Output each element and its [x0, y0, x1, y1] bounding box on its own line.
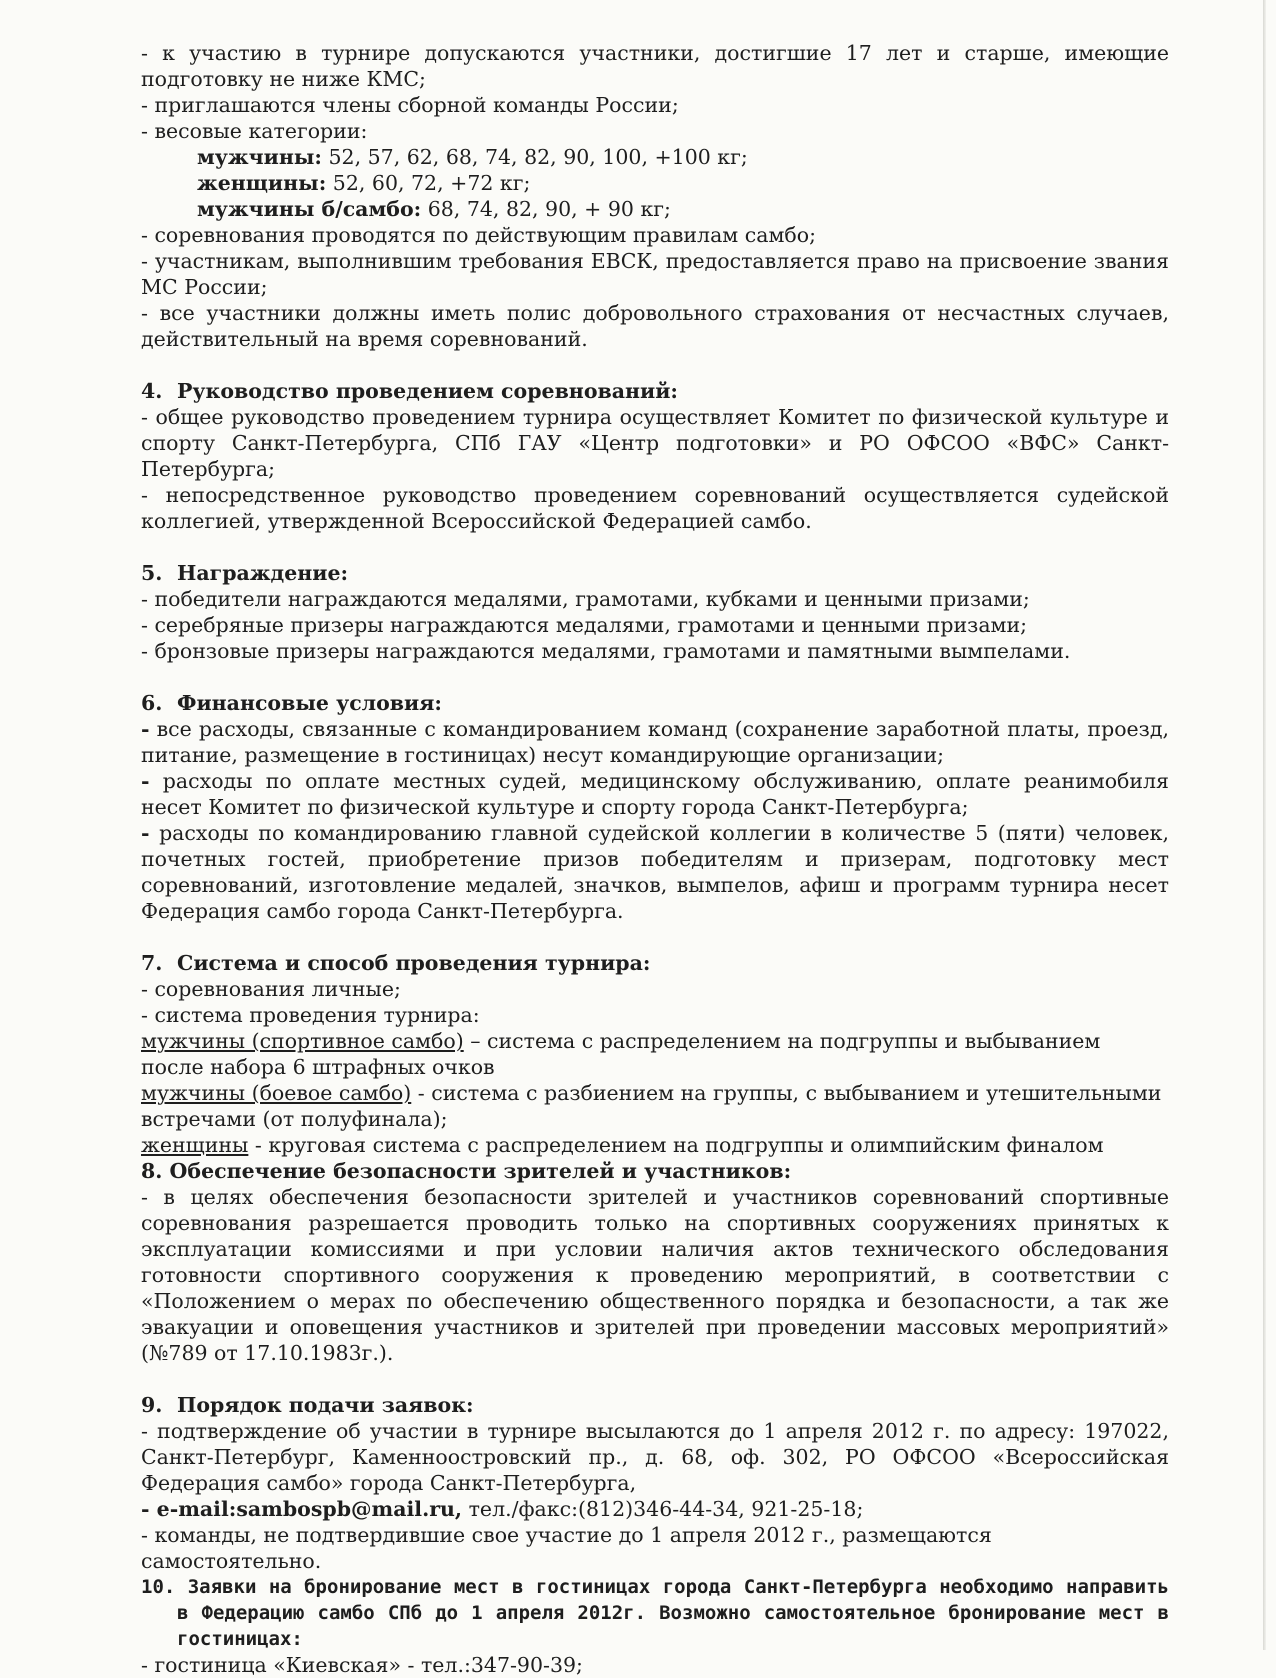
section-title: Система и способ проведения турнира: [177, 951, 651, 975]
section-number: 4. [141, 379, 163, 403]
section-6-paragraph [141, 820, 1169, 924]
system-text: - система с разбиением на группы, с выбыванием и утешительными встречами (от полуфинала); [141, 1081, 1162, 1131]
section-5-heading [141, 560, 1169, 586]
paragraph-text: расходы по командированию главной судейской коллегии в количестве 5 (пяти) человек, почетных гостей, приобретение призов победителям и призерам, подготовку мест соревнований, изготовление медалей, значков, вымпелов, афиш и программ турнира несет Федерация самбо города Санкт-Петербурга. [141, 821, 1169, 923]
intro-line: - к участию в турнире допускаются участники, достигшие 17 лет и старше, имеющие подготовку не ниже КМС; [141, 41, 1169, 91]
system-label: мужчины (боевое самбо) [141, 1081, 412, 1105]
hotel-line: - гостиница «Киевская» - тел.:347-90-39; [141, 1653, 583, 1677]
phone-numbers: тел./факс:(812)346-44-34, 921-25-18; [462, 1497, 864, 1521]
intro-line: - соревнования проводятся по действующим правилам самбо; [141, 223, 816, 247]
section-title: Финансовые условия: [177, 691, 442, 715]
section-4-paragraph: - непосредственное руководство проведением соревнований осуществляется судейской коллегией, утвержденной Всероссийской Федерацией самбо. [141, 483, 1169, 533]
intro-line: - все участники должны иметь полис добровольного страхования от несчастных случаев, действительный на время соревнований. [141, 301, 1169, 351]
section-title: Руководство проведением соревнований: [177, 379, 678, 403]
paragraph-text: все расходы, связанные с командированием команд (сохранение заработной платы, проезд, питание, размещение в гостиницах) несут командирующие организации; [141, 717, 1169, 767]
weight-women-label: женщины: [197, 171, 327, 195]
section-number: 6. [141, 691, 163, 715]
weight-combat [141, 196, 1169, 222]
section-8-heading: 8. Обеспечение безопасности зрителей и участников: [141, 1159, 792, 1183]
bullet-dash: - [141, 717, 150, 741]
system-label: мужчины (спортивное самбо) [141, 1029, 464, 1053]
system-women [141, 1132, 1169, 1158]
email-address: - e-mail:sambospb@mail.ru, [141, 1497, 463, 1521]
system-text: – система с распределением на подгруппы и выбыванием после набора 6 штрафных очков [141, 1029, 1101, 1079]
intro-line: - участникам, выполнившим требования ЕВСК, предоставляется право на присвоение звания МС России; [141, 249, 1169, 299]
system-men-combat [141, 1080, 1169, 1132]
section-number: 5. [141, 561, 163, 585]
section-10-text: 10. Заявки на бронирование мест в гостиницах города Санкт-Петербурга необходимо направить в Федерацию самбо СПб до 1 апреля 2012г. Возможно самостоятельное бронирование мест в гостиницах: [141, 1576, 1169, 1650]
section-5-paragraph: - бронзовые призеры награждаются медалями, грамотами и памятными вымпелами. [141, 639, 1071, 663]
section-9-heading [141, 1392, 1169, 1418]
section-5-paragraph: - победители награждаются медалями, грамотами, кубками и ценными призами; [141, 587, 1030, 611]
section-number: 7. [141, 951, 163, 975]
weight-combat-label: мужчины б/самбо: [197, 197, 422, 221]
bullet-dash: - [141, 821, 150, 845]
section-7-paragraph: - система проведения турнира: [141, 1003, 480, 1027]
section-6-paragraph [141, 768, 1169, 820]
system-label: женщины [141, 1133, 249, 1157]
section-6-heading [141, 690, 1169, 716]
section-7-paragraph: - соревнования личные; [141, 977, 401, 1001]
section-6-paragraph [141, 716, 1169, 768]
section-9-paragraph: - подтверждение об участии в турнире высылаются до 1 апреля 2012 г. по адресу: 197022, Санкт-Петербург, Каменноостровский пр., д. 68, оф. 302, РО ОФСОО «Всероссийская Федерация самбо» города Санкт-Петербурга, [141, 1419, 1169, 1495]
page-edge [1263, 0, 1266, 1650]
intro-line: - весовые категории: [141, 119, 368, 143]
section-5-paragraph: - серебряные призеры награждаются медалями, грамотами и ценными призами; [141, 613, 1028, 637]
weight-women-values: 52, 60, 72, +72 кг; [326, 171, 531, 195]
weight-women [141, 170, 1169, 196]
system-text: - круговая система с распределением на подгруппы и олимпийским финалом [248, 1133, 1104, 1157]
weight-men-label: мужчины: [197, 145, 322, 169]
intro-line: - приглашаются члены сборной команды России; [141, 93, 679, 117]
section-4-heading [141, 378, 1169, 404]
section-title: Награждение: [177, 561, 349, 585]
section-8-paragraph: - в целях обеспечения безопасности зрителей и участников соревнований спортивные соревнования разрешается проводить только на спортивных сооружениях принятых к эксплуатации комиссиями и при условии наличия актов технического обследования готовности спортивного сооружения к проведению мероприятий, в соответствии с «Положением о мерах по обеспечению общественного порядка и безопасности, а так же эвакуации и оповещения участников и зрителей при проведении массовых мероприятий» (№789 от 17.10.1983г.). [141, 1185, 1169, 1365]
system-men-sport [141, 1028, 1169, 1080]
document-page [141, 40, 1169, 1678]
paragraph-text: расходы по оплате местных судей, медицинскому обслуживанию, оплате реанимобиля несет Комитет по физической культуре и спорту города Санкт-Петербурга; [141, 769, 1169, 819]
bullet-dash: - [141, 769, 150, 793]
section-number: 9. [141, 1393, 163, 1417]
section-title: Порядок подачи заявок: [177, 1393, 474, 1417]
weight-men [141, 144, 1169, 170]
weight-combat-values: 68, 74, 82, 90, + 90 кг; [421, 197, 671, 221]
contact-line [141, 1496, 1169, 1522]
section-4-paragraph: - общее руководство проведением турнира осуществляет Комитет по физической культуре и спорту Санкт-Петербурга, СПб ГАУ «Центр подготовки» и РО ОФСОО «ВФС» Санкт-Петербурга; [141, 405, 1169, 481]
weight-men-values: 52, 57, 62, 68, 74, 82, 90, 100, +100 кг; [321, 145, 748, 169]
section-7-heading [141, 950, 1169, 976]
section-9-paragraph: - команды, не подтвердившие свое участие до 1 апреля 2012 г., размещаются самостоятельно. [141, 1523, 992, 1573]
